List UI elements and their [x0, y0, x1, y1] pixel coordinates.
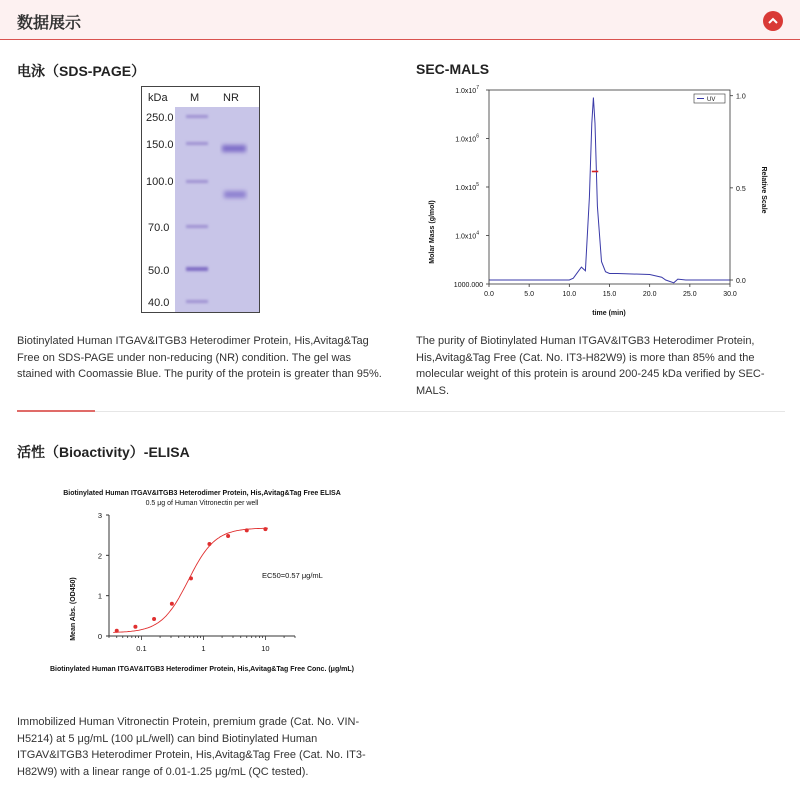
y-tick-label: 1000.000 — [453, 282, 483, 289]
collapse-button[interactable] — [763, 11, 783, 31]
data-point — [245, 528, 249, 532]
data-point — [170, 602, 174, 606]
x-tick-label: 10 — [261, 644, 270, 653]
data-point — [115, 629, 119, 633]
sds-page-gel-image — [141, 86, 260, 313]
y2-tick-label: 0.0 — [736, 278, 746, 285]
x-tick-label: 20.0 — [642, 291, 657, 298]
x-tick-label: 25.0 — [683, 291, 697, 298]
y-axis-label: Molar Mass (g/mol) — [429, 200, 436, 264]
y-tick-label: 0 — [97, 632, 102, 641]
x-axis-label: time (min) — [592, 310, 626, 317]
gel-marker-label: 150.0 — [146, 139, 174, 151]
x-tick-label: 10.0 — [562, 291, 577, 298]
x-tick-label: 30.0 — [723, 291, 737, 298]
gel-marker-label: 70.0 — [148, 222, 170, 234]
gel-marker-label: 50.0 — [148, 265, 170, 277]
elisa-chart — [17, 484, 397, 684]
legend-label: UV — [707, 97, 716, 103]
x-tick-label: 0.1 — [136, 644, 147, 653]
x-tick-label: 0.0 — [484, 291, 494, 298]
y-tick-label: 3 — [97, 511, 102, 520]
y-tick-label: 1 — [97, 591, 102, 601]
chart-title: Biotinylated Human ITGAV&ITGB3 Heterodimer Protein, His,Avitag&Tag Free ELISA — [63, 490, 341, 497]
gel-marker-label: 250.0 — [146, 112, 174, 124]
x-tick-label: 15.0 — [602, 291, 617, 298]
data-point — [207, 542, 211, 546]
x-tick-label: 5.0 — [524, 291, 535, 298]
elisa-caption: Immobilized Human Vitronectin Protein, premium grade (Cat. No. VIN-H5214) at 5 μg/mL (100 μL/well) can bind Biotinylated Human ITGAV&ITGB3 Heterodimer Protein, His,Avitag&Tag Free (Cat. No. IT3-H82W9) with a linear range of 0.01-1.25 μg/mL (QC tested). — [17, 716, 366, 778]
data-point — [152, 617, 156, 621]
gel-lane-nr: NR — [223, 92, 239, 104]
y2-tick-label: 1.0 — [736, 93, 746, 101]
elisa-title: 活性（Bioactivity）-ELISA — [17, 444, 190, 460]
y-axis-label: Mean Abs. (OD450) — [70, 577, 77, 641]
sec-mals-caption: The purity of Biotinylated Human ITGAV&ITGB3 Heterodimer Protein, His,Avitag&Tag Free (Cat. No. IT3-H82W9) is more than 85% and the molecular weight of this protein is around 200-245 kDa verified by SEC-MALS. — [416, 335, 765, 397]
section-divider-accent — [17, 410, 95, 412]
data-point — [263, 527, 267, 531]
uv-trace — [489, 98, 730, 283]
gel-marker-label: 100.0 — [146, 176, 174, 188]
y-tick-label: $1.0x10^7$ — [455, 85, 479, 95]
sec-mals-chart — [412, 82, 792, 322]
gel-unit-label: kDa — [148, 92, 168, 104]
y-tick-label: $1.0x10^6$ — [455, 133, 479, 144]
y-tick-label: $1.0x10^5$ — [455, 182, 479, 192]
x-tick-label: 1 — [201, 644, 206, 653]
y2-axis-label: Relative Scale — [760, 166, 767, 214]
fit-curve — [113, 528, 268, 632]
ec50-annotation: EC50=0.57 μg/mL — [262, 571, 323, 580]
gel-lane-m: M — [190, 92, 200, 104]
section-divider — [17, 411, 785, 412]
sec-mals-title: SEC-MALS — [416, 61, 490, 77]
chevron-up-icon — [767, 15, 779, 27]
section-header — [0, 0, 800, 40]
plot-frame — [489, 90, 730, 284]
x-axis-label: Biotinylated Human ITGAV&ITGB3 Heterodimer Protein, His,Avitag&Tag Free Conc. (μg/mL) — [49, 666, 355, 673]
data-point — [133, 625, 137, 629]
data-point — [226, 534, 230, 538]
y-tick-label: 2 — [97, 551, 102, 561]
data-point — [189, 576, 193, 580]
y2-tick-label: 0.5 — [736, 185, 746, 193]
sds-page-title: 电泳（SDS-PAGE） — [17, 63, 146, 79]
section-header-title: 数据展示 — [17, 15, 82, 32]
chart-subtitle: 0.5 μg of Human Vitronectin per well — [145, 500, 259, 507]
y-tick-label: $1.0x10^4$ — [455, 230, 479, 241]
sds-page-caption: Biotinylated Human ITGAV&ITGB3 Heterodimer Protein, His,Avitag&Tag Free on SDS-PAGE under non-reducing (NR) condition. The gel was stained with Coomassie Blue. The purity of the protein is greater than 95%. — [17, 335, 382, 380]
gel-marker-label: 40.0 — [148, 297, 170, 309]
